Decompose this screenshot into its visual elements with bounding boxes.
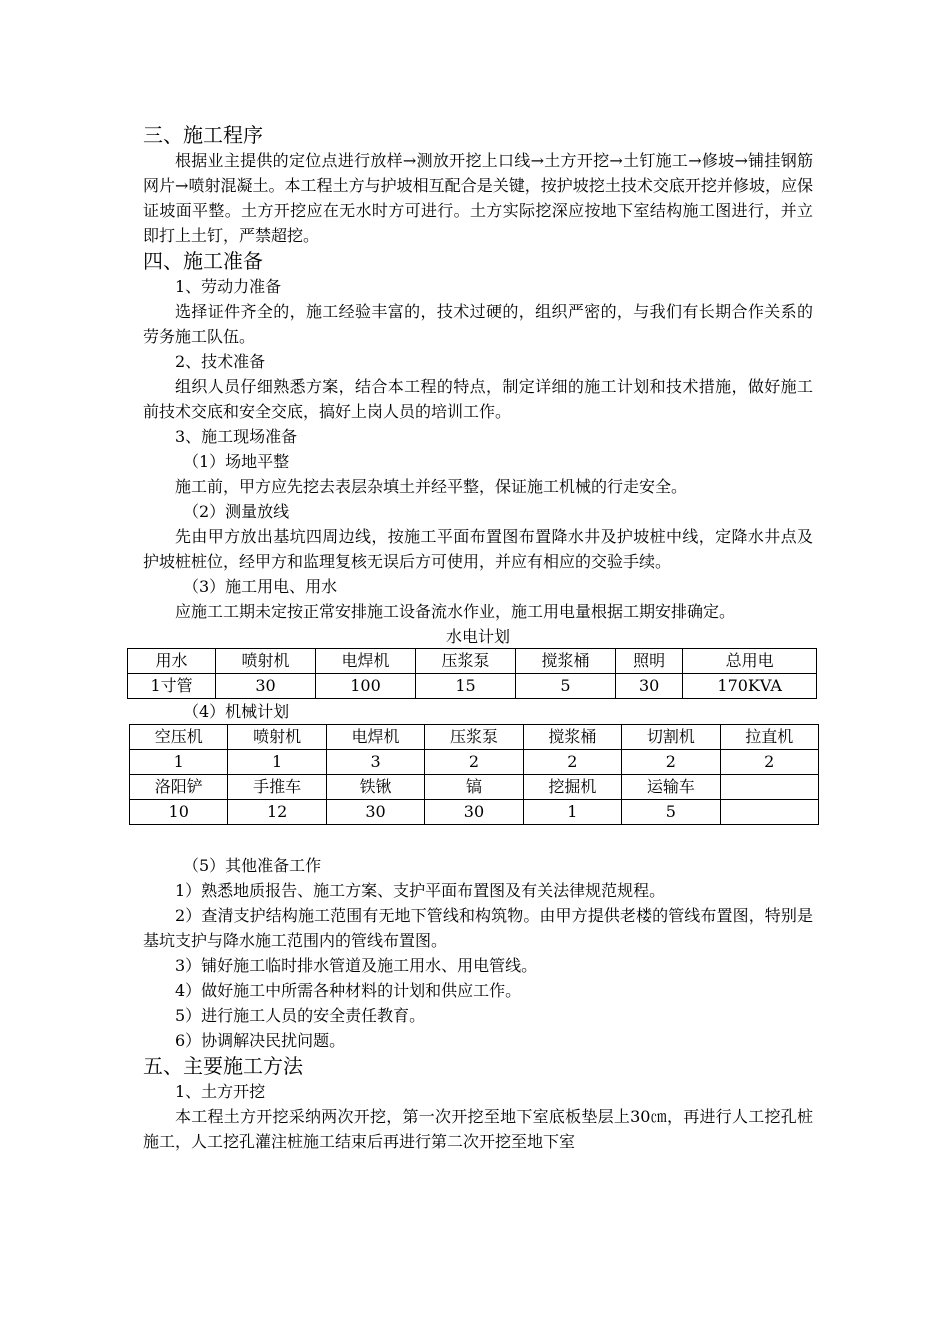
table-header-cell: 喷射机 xyxy=(216,649,316,674)
table-header-cell: 搅浆桶 xyxy=(515,649,615,674)
labor-prep-title: 1、劳动力准备 xyxy=(175,277,282,296)
table-cell: 1寸管 xyxy=(128,674,216,699)
site-leveling-title: （1）场地平整 xyxy=(183,452,290,471)
other-prep-item: 3）铺好施工临时排水管道及施工用水、用电管线。 xyxy=(175,956,538,975)
document-content xyxy=(143,122,813,1154)
table-row xyxy=(130,775,819,800)
table-cell: 手推车 xyxy=(228,775,326,800)
table-cell: 5 xyxy=(622,800,720,825)
table-cell: 镐 xyxy=(425,775,523,800)
table-cell: 100 xyxy=(316,674,416,699)
table-cell: 15 xyxy=(416,674,516,699)
table-cell: 1 xyxy=(130,750,228,775)
other-prep-item: 5）进行施工人员的安全责任教育。 xyxy=(175,1006,426,1025)
table-header-cell: 电焊机 xyxy=(316,649,416,674)
table-row xyxy=(130,750,819,775)
table-cell: 2 xyxy=(523,750,621,775)
table-row xyxy=(128,674,817,699)
table-cell: 铁锹 xyxy=(326,775,424,800)
table-cell: 2 xyxy=(425,750,523,775)
table-cell: 12 xyxy=(228,800,326,825)
table-cell: 10 xyxy=(130,800,228,825)
section-4-title: 四、施工准备 xyxy=(143,249,263,273)
table-cell: 1 xyxy=(523,800,621,825)
table-cell: 挖掘机 xyxy=(523,775,621,800)
table-header-cell: 用水 xyxy=(128,649,216,674)
table-cell: 3 xyxy=(326,750,424,775)
tech-prep-title: 2、技术准备 xyxy=(175,352,266,371)
spacer xyxy=(143,825,813,853)
water-power-caption: 水电计划 xyxy=(445,627,510,646)
section-3-title: 三、施工程序 xyxy=(143,123,263,147)
table-cell xyxy=(720,800,818,825)
section-3-body: 根据业主提供的定位点进行放样→测放开挖上口线→土方开挖→土钉施工→修坡→铺挂钢筋网片→喷射混凝土。本工程土方与护坡相互配合是关键，按护坡挖土技术交底开挖并修坡，应保证坡面平整。土方开挖应在无水时方可进行。土方实际挖深应按地下室结构施工图进行，并立即打上土钉，严禁超挖。 xyxy=(143,151,813,245)
table-cell: 30 xyxy=(216,674,316,699)
machine-plan-title: （4）机械计划 xyxy=(183,702,290,721)
table-row xyxy=(130,800,819,825)
table-header-cell: 压浆泵 xyxy=(416,649,516,674)
survey-title: （2）测量放线 xyxy=(183,502,290,521)
table-cell: 运输车 xyxy=(622,775,720,800)
table-cell: 电焊机 xyxy=(326,725,424,750)
survey-body: 先由甲方放出基坑四周边线，按施工平面布置图布置降水井及护坡桩中线，定降水井点及护坡桩桩位，经甲方和监理复核无误后方可使用，并应有相应的交验手续。 xyxy=(143,527,813,571)
table-cell: 5 xyxy=(515,674,615,699)
table-cell: 拉直机 xyxy=(720,725,818,750)
table-cell: 喷射机 xyxy=(228,725,326,750)
site-prep-title: 3、施工现场准备 xyxy=(175,427,298,446)
site-leveling-body: 施工前，甲方应先挖去表层杂填土并经平整，保证施工机械的行走安全。 xyxy=(175,477,688,496)
table-cell: 30 xyxy=(615,674,682,699)
other-prep-item: 4）做好施工中所需各种材料的计划和供应工作。 xyxy=(175,981,522,1000)
other-prep-item: 6）协调解决民扰问题。 xyxy=(175,1031,346,1050)
table-cell: 搅浆桶 xyxy=(523,725,621,750)
power-water-title: （3）施工用电、用水 xyxy=(183,577,338,596)
table-cell xyxy=(720,775,818,800)
table-cell: 2 xyxy=(622,750,720,775)
power-water-body: 应施工工期未定按正常安排施工设备流水作业，施工用电量根据工期安排确定。 xyxy=(175,602,736,621)
earthwork-title: 1、土方开挖 xyxy=(175,1082,266,1101)
table-cell: 切割机 xyxy=(622,725,720,750)
table-cell: 压浆泵 xyxy=(425,725,523,750)
tech-prep-body: 组织人员仔细熟悉方案，结合本工程的特点，制定详细的施工计划和技术措施，做好施工前技术交底和安全交底，搞好上岗人员的培训工作。 xyxy=(143,377,813,421)
table-cell: 洛阳铲 xyxy=(130,775,228,800)
table-cell: 空压机 xyxy=(130,725,228,750)
section-5-title: 五、主要施工方法 xyxy=(143,1054,303,1078)
table-cell: 2 xyxy=(720,750,818,775)
machine-plan-table xyxy=(129,724,819,825)
table-cell: 30 xyxy=(326,800,424,825)
table-header-cell: 照明 xyxy=(615,649,682,674)
other-prep-title: （5）其他准备工作 xyxy=(183,856,322,875)
earthwork-body: 本工程土方开挖采纳两次开挖，第一次开挖至地下室底板垫层上30㎝，再进行人工挖孔桩施工，人工挖孔灌注桩施工结束后再进行第二次开挖至地下室 xyxy=(143,1107,813,1151)
water-power-table xyxy=(127,648,817,699)
table-cell: 1 xyxy=(228,750,326,775)
table-header-cell: 总用电 xyxy=(683,649,817,674)
other-prep-item: 1）熟悉地质报告、施工方案、支护平面布置图及有关法律规范规程。 xyxy=(175,881,666,900)
other-prep-item: 2）查清支护结构施工范围有无地下管线和构筑物。由甲方提供老楼的管线布置图，特别是基坑支护与降水施工范围内的管线布置图。 xyxy=(143,906,813,950)
table-row xyxy=(130,725,819,750)
table-cell: 30 xyxy=(425,800,523,825)
table-row xyxy=(128,649,817,674)
table-cell: 170KVA xyxy=(683,674,817,699)
labor-prep-body: 选择证件齐全的，施工经验丰富的，技术过硬的，组织严密的，与我们有长期合作关系的劳务施工队伍。 xyxy=(143,302,813,346)
